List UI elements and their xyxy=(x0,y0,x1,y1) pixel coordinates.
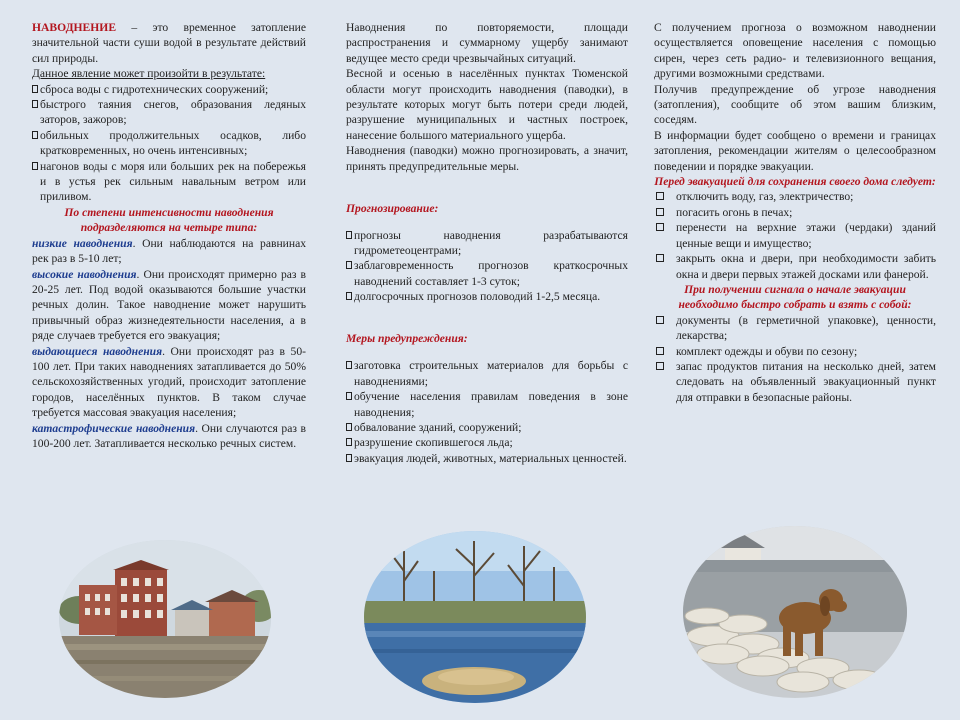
paragraph: Наводнения по повторяемости, площади распространения и суммарному ущербу занимают ведущее место среди чрезвычайных ситуаций. xyxy=(346,21,628,65)
list-item: документы (в герметичной упаковке), ценности, лекарства; xyxy=(654,313,936,344)
list-item: быстрого таяния снегов, образования ледяных заторов, зажоров; xyxy=(32,97,306,128)
list-item: закрыть окна и двери, при необходимости забить окна и двери первых этажей досками или фанерой. xyxy=(654,251,936,282)
list-item: эвакуация людей, животных, материальных ценностей. xyxy=(346,451,628,466)
intro-text: – это временное затопление значительной части суши водой в результате действий сил природы. xyxy=(32,21,306,65)
forecast-list xyxy=(346,228,628,305)
flooded-forest-photo xyxy=(364,531,586,703)
column-2 xyxy=(346,20,628,466)
type-catastrophic xyxy=(32,421,306,452)
type-text: . Они происходят раз в 50-100 лет. При таких наводнениях затапливается до 50% сельскохозяйственных угодий, происходит затопление городов, населённых пунктов. В таком случае требуется массовая эвакуация населения; xyxy=(32,344,306,420)
list-item: разрушение скопившегося льда; xyxy=(346,435,628,450)
type-text: . Они наблюдаются на равнинах рек раз в 5-10 лет; xyxy=(32,236,307,266)
column-1 xyxy=(32,20,306,451)
type-high xyxy=(32,267,306,344)
paragraph: С получением прогноза о возможном наводнении осуществляется оповещение населения с помощью сирен, через сеть радио- и телевизионного вещания, другими возможными средствами. xyxy=(654,21,936,81)
type-low xyxy=(32,236,306,267)
before-evacuation-list xyxy=(654,189,936,281)
column-3 xyxy=(654,20,936,405)
signal-list xyxy=(654,313,936,405)
intensity-heading: По степени интенсивности наводнения подразделяются на четыре типа: xyxy=(64,205,274,235)
flooded-town-photo xyxy=(59,540,271,698)
type-name: выдающиеся наводнения xyxy=(32,344,163,358)
type-name: катастрофические наводнения xyxy=(32,421,196,435)
list-item: долгосрочных прогнозов половодий 1-2,5 месяца. xyxy=(346,289,628,304)
list-item: сброса воды с гидротехнических сооружений; xyxy=(32,82,306,97)
type-outstanding xyxy=(32,344,306,421)
before-evacuation-heading: Перед эвакуацией для сохранения своего дома следует: xyxy=(654,175,936,189)
measures-list xyxy=(346,358,628,466)
list-item: погасить огонь в печах; xyxy=(654,205,936,220)
paragraph: Наводнения (паводки) можно прогнозировать, а значит, принять предупредительные меры. xyxy=(346,144,628,173)
list-item: комплект одежды и обуви по сезону; xyxy=(654,344,936,359)
paragraph: В информации будет сообщено о времени и границах затопления, рекомендации жителям о целесообразном поведении и порядке эвакуации. xyxy=(654,128,936,173)
list-item: обучение населения правилам поведения в зоне наводнения; xyxy=(346,389,628,420)
list-item: заготовка строительных материалов для борьбы с наводнениями; xyxy=(346,358,628,389)
type-name: высокие наводнения xyxy=(32,267,137,281)
list-item: нагонов воды с моря или больших рек на побережья и в устья рек сильным навальным ветром или приливом. xyxy=(32,159,306,205)
list-item: отключить воду, газ, электричество; xyxy=(654,189,936,204)
intro-title: НАВОДНЕНИЕ xyxy=(32,21,117,34)
dog-on-sandbags-photo xyxy=(683,526,907,698)
intro-paragraph xyxy=(32,20,306,66)
measures-heading: Меры предупреждения: xyxy=(346,332,468,346)
list-item: прогнозы наводнения разрабатываются гидрометеоцентрами; xyxy=(346,228,628,259)
paragraph: Весной и осенью в населённых пунктах Тюменской области могут происходить наводнения (паводки), в результате которых могут быть потери среди людей, разрушение муниципальных и частных построек, нанесение большого материального ущерба. xyxy=(346,67,628,142)
list-item: перенести на верхние этажи (чердаки) зданий ценные вещи и имущество; xyxy=(654,220,936,251)
type-text: . Они происходят примерно раз в 20-25 лет. Под водой оказываются большие участки речных долин. Такое наводнение может нарушить привычный образ жизнедеятельности населения, а в ряде случаев требуется его эвакуация; xyxy=(32,267,306,343)
causes-heading: Данное явление может произойти в результате: xyxy=(32,67,266,81)
list-item: запас продуктов питания на несколько дней, затем следовать на объявленный эвакуационный пункт для отправки в безопасные районы. xyxy=(654,359,936,405)
signal-heading: При получении сигнала о начале эвакуации необходимо быстро собрать и взять с собой: xyxy=(678,282,912,312)
list-item: заблаговременность прогнозов краткосрочных наводнений составляет 1-3 суток; xyxy=(346,258,628,289)
type-text: . Они случаются раз в 100-200 лет. Затапливается несколько речных систем. xyxy=(32,421,306,450)
list-item: обильных продолжительных осадков, либо кратковременных, но очень интенсивных; xyxy=(32,128,306,159)
causes-list xyxy=(32,82,306,205)
forecast-heading: Прогнозирование: xyxy=(346,201,439,215)
paragraph: Получив предупреждение об угрозе наводнения (затопления), сообщите об этом вашим близким, соседям. xyxy=(654,82,936,127)
type-name: низкие наводнения xyxy=(32,236,133,250)
list-item: обвалование зданий, сооружений; xyxy=(346,420,628,435)
